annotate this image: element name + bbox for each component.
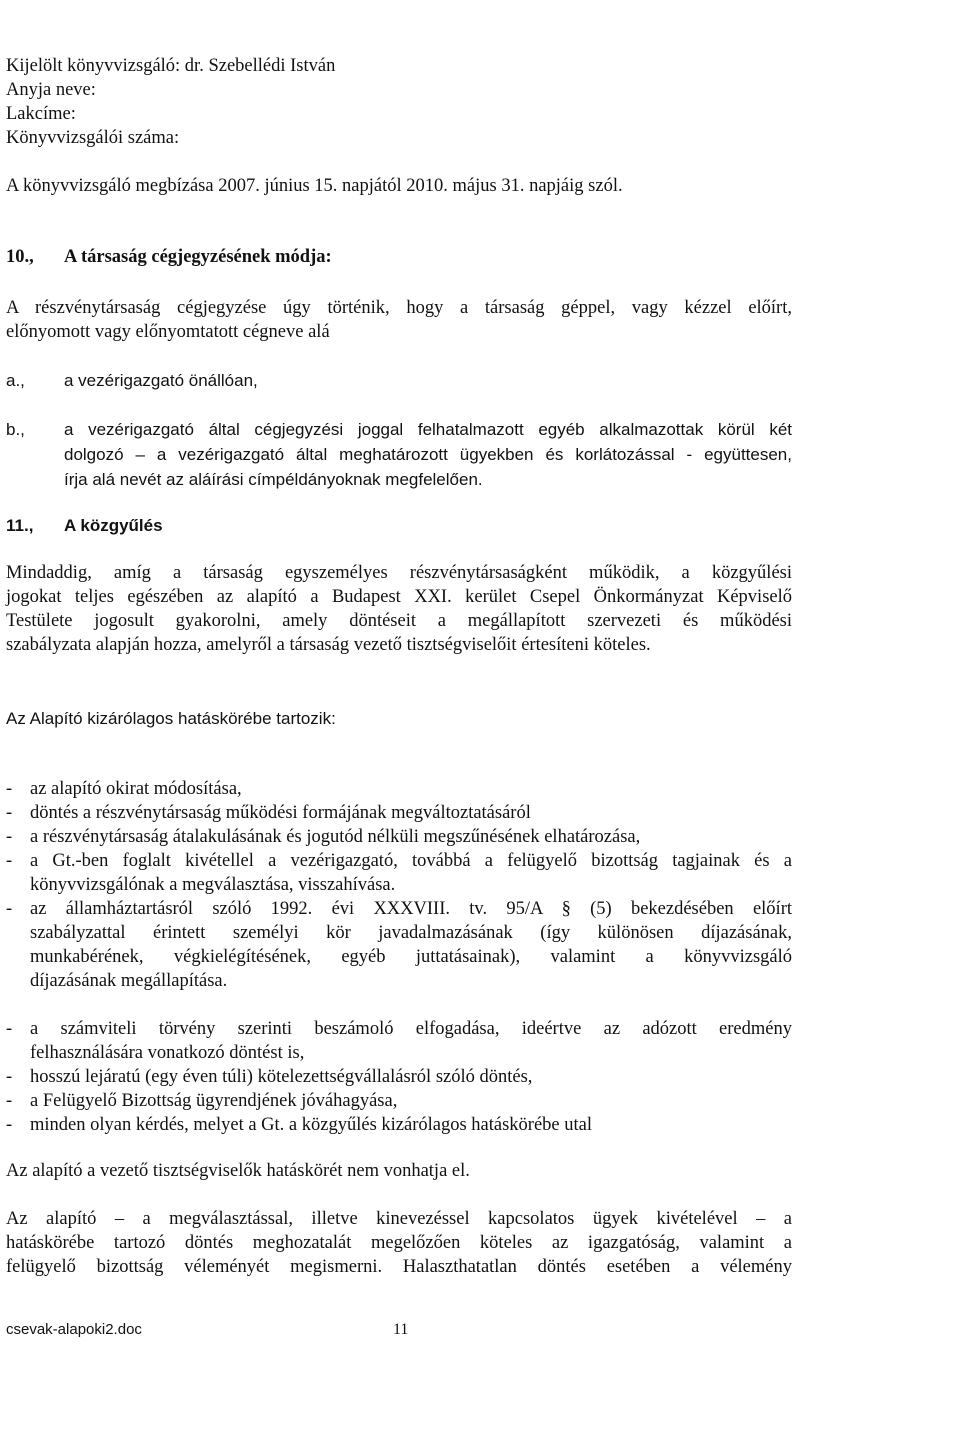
list-item-continuation: felhasználására vonatkozó döntést is, xyxy=(30,1043,305,1063)
address-line: Lakcíme: xyxy=(6,104,76,124)
list-item: minden olyan kérdés, melyet a Gt. a közgyűlés kizárólagos hatáskörébe utal xyxy=(30,1115,593,1135)
founder-para-1: Az alapító a vezető tisztségviselők hatáskörét nem vonhatja el. xyxy=(6,1161,470,1181)
bullet-dash: - xyxy=(6,1115,13,1135)
list-item: az államháztartásról szóló 1992. évi XXXVIII. tv. 95/A § (5) bekezdésében előírt xyxy=(30,899,792,919)
auditor-line: Kijelölt könyvvizsgáló: dr. Szebellédi István xyxy=(6,56,336,76)
mandate-line: A könyvvizsgáló megbízása 2007. június 15. napjától 2010. május 31. napjáig szól. xyxy=(6,176,623,196)
section-11-para-line-4: szabályzata alapján hozza, amelyről a társaság vezető tisztségviselőit értesíteni köteles. xyxy=(6,635,651,655)
list-item: hosszú lejáratú (egy éven túli) kötelezettségvállalásról szóló döntés, xyxy=(30,1067,533,1087)
list-item-continuation: munkabérének, végkielégítésének, egyéb juttatásainak), valamint a könyvvizsgáló xyxy=(30,947,792,967)
section-10-intro-line-2: előnyomott vagy előnyomtatott cégneve alá xyxy=(6,322,330,342)
bullet-dash: - xyxy=(6,1019,13,1039)
item-b-line-1: a vezérigazgató által cégjegyzési joggal felhatalmazott egyéb alkalmazottak körül két xyxy=(64,420,792,439)
bullet-dash: - xyxy=(6,1091,13,1111)
section-10-intro-line-1: A részvénytársaság cégjegyzése úgy történik, hogy a társaság géppel, vagy kézzel előírt, xyxy=(6,298,792,318)
list-item-continuation: könyvvizsgálónak a megválasztása, visszahívása. xyxy=(30,875,396,895)
section-11-title: A közgyűlés xyxy=(64,516,163,535)
section-11-para-line-3: Testülete jogosult gyakorolni, amely döntéseit a megállapított szervezeti és működési xyxy=(6,611,792,631)
section-11-number: 11., xyxy=(6,516,34,535)
founder-para-2-line-3: felügyelő bizottság véleményét megismerni. Halaszthatatlan döntés esetében a vélemény xyxy=(6,1257,792,1277)
section-10-number: 10., xyxy=(6,247,34,267)
bullet-dash: - xyxy=(6,851,13,871)
item-b-line-3: írja alá nevét az aláírási címpéldányoknak megfelelően. xyxy=(64,470,483,489)
list-item: az alapító okirat módosítása, xyxy=(30,779,242,799)
bullet-dash: - xyxy=(6,803,13,823)
bullet-dash: - xyxy=(6,899,13,919)
item-a-text: a vezérigazgató önállóan, xyxy=(64,371,258,390)
footer-page-number: 11 xyxy=(393,1321,409,1338)
list-item-continuation: szabályzattal érintett személyi kör javadalmazásának (így különösen díjazásának, xyxy=(30,923,792,943)
mother-name-line: Anyja neve: xyxy=(6,80,96,100)
footer-filename: csevak-alapoki2.doc xyxy=(6,1321,142,1338)
bullet-dash: - xyxy=(6,779,13,799)
section-10-title: A társaság cégjegyzésének módja: xyxy=(64,247,332,267)
item-b-label: b., xyxy=(6,420,25,439)
list-item: a Gt.-ben foglalt kivétellel a vezérigazgató, továbbá a felügyelő bizottság tagjainak és a xyxy=(30,851,792,871)
list-item-continuation: díjazásának megállapítása. xyxy=(30,971,228,991)
founder-heading: Az Alapító kizárólagos hatáskörébe tartozik: xyxy=(6,709,336,728)
item-a-label: a., xyxy=(6,371,25,390)
list-item: a Felügyelő Bizottság ügyrendjének jóváhagyása, xyxy=(30,1091,398,1111)
auditor-number-line: Könyvvizsgálói száma: xyxy=(6,128,180,148)
bullet-dash: - xyxy=(6,827,13,847)
list-item: döntés a részvénytársaság működési formájának megváltoztatásáról xyxy=(30,803,531,823)
section-11-para-line-1: Mindaddig, amíg a társaság egyszemélyes részvénytársaságként működik, a közgyűlési xyxy=(6,563,792,583)
list-item: a részvénytársaság átalakulásának és jogutód nélküli megszűnésének elhatározása, xyxy=(30,827,641,847)
list-item: a számviteli törvény szerinti beszámoló elfogadása, ideértve az adózott eredmény xyxy=(30,1019,792,1039)
section-11-para-line-2: jogokat teljes egészében az alapító a Budapest XXI. kerület Csepel Önkormányzat Képviselő xyxy=(6,587,792,607)
item-b-line-2: dolgozó – a vezérigazgató által meghatározott ügyekben és korlátozással - együttesen, xyxy=(64,445,792,464)
founder-para-2-line-2: hatáskörébe tartozó döntés meghozatalát megelőzően köteles az igazgatóság, valamint a xyxy=(6,1233,792,1253)
bullet-dash: - xyxy=(6,1067,13,1087)
founder-para-2-line-1: Az alapító – a megválasztással, illetve kinevezéssel kapcsolatos ügyek kivételével – a xyxy=(6,1209,792,1229)
